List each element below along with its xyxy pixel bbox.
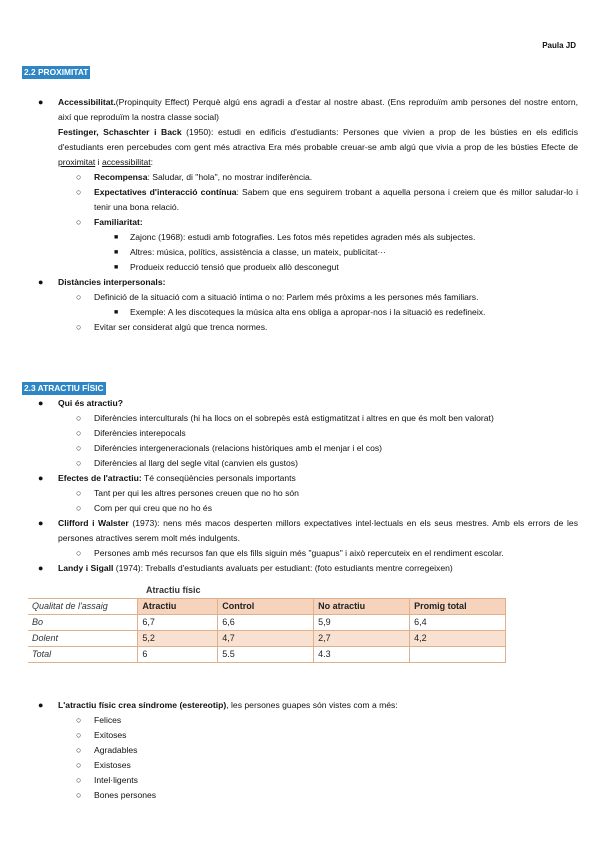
- bullet-icon: ●: [38, 563, 44, 573]
- sub-item: [0, 546, 600, 561]
- sub-sub-item-exemple: [0, 305, 600, 320]
- list-item-accessibilitat: [0, 95, 600, 170]
- bullet-icon: ●: [38, 518, 44, 528]
- sub-item-recompensa: [0, 170, 600, 185]
- table-row: [28, 631, 506, 647]
- term: Familiaritat:: [94, 217, 143, 227]
- sub-item: [0, 501, 600, 516]
- text: Produeix reducció tensió que produeix allò desconegut: [130, 262, 339, 272]
- table-row: [28, 647, 506, 663]
- sub-item: [0, 713, 600, 728]
- table-cell: 5,2: [138, 631, 218, 647]
- circle-bullet-icon: ○: [76, 715, 82, 725]
- text: : Sabem que ens seguirem trobant a aquella persona i creiem que és millor saludar-lo i tenir una bona relació.: [94, 187, 578, 212]
- circle-bullet-icon: ○: [76, 730, 82, 740]
- term-festinger: Festinger, Schaschter i Back: [58, 127, 182, 137]
- row-label: Total: [28, 647, 138, 663]
- text: Zajonc (1968): estudi amb fotografies. Les fotos més repetides agraden més als subjectes.: [130, 232, 476, 242]
- table-cell: 6,6: [218, 615, 314, 631]
- row-label: Dolent: [28, 631, 138, 647]
- table-cell: 4,7: [218, 631, 314, 647]
- table-header-row: [28, 599, 506, 615]
- text: i: [95, 157, 102, 167]
- sub-item: [0, 441, 600, 456]
- table-cell: 4.3: [314, 647, 410, 663]
- data-table: [28, 598, 506, 663]
- table-cell: [410, 647, 506, 663]
- row-label: Bo: [28, 615, 138, 631]
- text: Diferències al llarg del segle vital (canvien els gustos): [94, 458, 298, 468]
- sub-item-familiaritat: [0, 215, 600, 230]
- circle-bullet-icon: ○: [76, 790, 82, 800]
- table-title: Atractiu físic: [146, 585, 201, 595]
- circle-bullet-icon: ○: [76, 488, 82, 498]
- sub-item: [0, 486, 600, 501]
- square-bullet-icon: ■: [114, 309, 119, 316]
- table-cell: 5.5: [218, 647, 314, 663]
- sub-sub-item-tensio: [0, 260, 600, 275]
- sub-item: [0, 426, 600, 441]
- table-cell: 6,7: [138, 615, 218, 631]
- square-bullet-icon: ■: [114, 264, 119, 271]
- text: Definició de la situació com a situació íntima o no: Parlem més pròxims a les persones més familiars.: [94, 292, 479, 302]
- text: Persones amb més recursos fan que els fills siguin més "guapus" i això repercuteix en el rendiment escolar.: [94, 548, 504, 558]
- square-bullet-icon: ■: [114, 249, 119, 256]
- text: Altres: música, polítics, assistència a classe, un mateix, publicitat···: [130, 247, 386, 257]
- text: Té conseqüències personals importants: [141, 473, 296, 483]
- term: Distàncies interpersonals:: [58, 277, 166, 287]
- text: Existoses: [94, 760, 131, 770]
- bullet-icon: ●: [38, 473, 44, 483]
- text: Bones persones: [94, 790, 157, 800]
- circle-bullet-icon: ○: [76, 775, 82, 785]
- sub-item: [0, 743, 600, 758]
- column-header: Control: [218, 599, 314, 615]
- text: Diferències interepocals: [94, 428, 186, 438]
- term: Landy i Sigall: [58, 563, 114, 573]
- bullet-icon: ●: [38, 277, 44, 287]
- circle-bullet-icon: ○: [76, 322, 82, 332]
- term: Qui és atractiu?: [58, 398, 123, 408]
- term: Clifford i Walster: [58, 518, 129, 528]
- text: Evitar ser considerat algú que trenca normes.: [94, 322, 268, 332]
- circle-bullet-icon: ○: [76, 172, 82, 182]
- text: Diferències interculturals (hi ha llocs on el sobrepès està estigmatitzat i altres en que és molt ben valorat): [94, 413, 494, 423]
- sub-item: [0, 758, 600, 773]
- festinger-paragraph: [58, 125, 578, 170]
- column-header: Promig total: [410, 599, 506, 615]
- list-item-clifford: [0, 516, 600, 546]
- text: Diferències intergeneracionals (relacions històriques amb el menjar i el cos): [94, 443, 383, 453]
- text: Intel·ligents: [94, 775, 138, 785]
- sub-item: [0, 456, 600, 471]
- section-heading-proximitat: 2.2 PROXIMITAT: [24, 67, 89, 77]
- sub-item: [0, 411, 600, 426]
- term: L'atractiu físic crea síndrome: [58, 700, 178, 710]
- list-item-qui-es-atractiu: [0, 396, 600, 411]
- term-accessibilitat-link: accessibilitat: [101, 157, 151, 167]
- text: (1973): nens més macos desperten millors expectatives intel·lectuals en els seus mestres. Amb els errors de les persones atractives serem molt més indulgents.: [58, 518, 578, 543]
- column-header: Atractiu: [138, 599, 218, 615]
- section-heading-atractiu-fisic: 2.3 ATRACTIU FÍSIC: [24, 383, 104, 393]
- sub-sub-item-zajonc: [0, 230, 600, 245]
- circle-bullet-icon: ○: [76, 443, 82, 453]
- circle-bullet-icon: ○: [76, 413, 82, 423]
- term-accessibilitat: Accessibilitat.: [58, 97, 116, 107]
- sub-sub-item-altres: [0, 245, 600, 260]
- sub-item: [0, 773, 600, 788]
- circle-bullet-icon: ○: [76, 548, 82, 558]
- section-proximitat-body: [0, 95, 600, 335]
- sub-item: [0, 728, 600, 743]
- text: Com per qui creu que no ho és: [94, 503, 212, 513]
- text: (Propinquity Effect) Perquè algú ens agradi a d'estar al nostre abast. (Ens reproduïm amb persones del nostre entorn, així que reproduïm la nostra classe social): [58, 97, 578, 122]
- table-cell: 2,7: [314, 631, 410, 647]
- term-proximitat: proximitat: [58, 157, 96, 167]
- column-header: No atractiu: [314, 599, 410, 615]
- sub-item-definicio: [0, 290, 600, 305]
- table-cell: 5,9: [314, 615, 410, 631]
- list-item-landy: [0, 561, 600, 576]
- table-row: [28, 615, 506, 631]
- term: Efectes de l'atractiu:: [58, 473, 142, 483]
- text: Felices: [94, 715, 122, 725]
- circle-bullet-icon: ○: [76, 458, 82, 468]
- term: Expectatives d'interacció contínua: [94, 187, 237, 197]
- sub-item-evitar: [0, 320, 600, 335]
- text: Agradables: [94, 745, 138, 755]
- text: (1974): Treballs d'estudiants avaluats per estudiant: (foto estudiants mentre corregeixen): [113, 563, 453, 573]
- stereotype-section: [0, 698, 600, 803]
- text: , les persones guapes són vistes com a més:: [226, 700, 398, 710]
- bullet-icon: ●: [38, 700, 44, 710]
- bullet-icon: ●: [38, 97, 44, 107]
- table-cell: 4,2: [410, 631, 506, 647]
- circle-bullet-icon: ○: [76, 745, 82, 755]
- text: : Saludar, di "hola", no mostrar indiferència.: [147, 172, 313, 182]
- square-bullet-icon: ■: [114, 234, 119, 241]
- circle-bullet-icon: ○: [76, 217, 82, 227]
- text: Exitoses: [94, 730, 127, 740]
- list-item-sindrome: [0, 698, 600, 713]
- list-item-distancies: [0, 275, 600, 290]
- sub-item: [0, 788, 600, 803]
- circle-bullet-icon: ○: [76, 503, 82, 513]
- text: :: [150, 157, 154, 167]
- term: (estereotip): [177, 700, 227, 710]
- bullet-icon: ●: [38, 398, 44, 408]
- author-name: Paula JD: [542, 41, 576, 50]
- table-cell: 6: [138, 647, 218, 663]
- term: Recompensa: [94, 172, 148, 182]
- text: Exemple: A les discoteques la música alta ens obliga a apropar-nos i la situació es redefineix.: [130, 307, 486, 317]
- circle-bullet-icon: ○: [76, 760, 82, 770]
- column-header: Qualitat de l'assaig: [28, 599, 138, 615]
- table-cell: 6,4: [410, 615, 506, 631]
- text: (1950): estudi en edificis d'estudiants: Persones que vivien a prop de les bústies en els edificis d'estudiants eren percebudes com gent més atractiva Era més probable creuar-se amb algú que vivia a prop de les bústies Efecte de: [58, 127, 578, 152]
- circle-bullet-icon: ○: [76, 292, 82, 302]
- text: Tant per qui les altres persones creuen que no ho són: [94, 488, 299, 498]
- list-item-efectes: [0, 471, 600, 486]
- circle-bullet-icon: ○: [76, 428, 82, 438]
- sub-item-expectatives: [0, 185, 600, 215]
- circle-bullet-icon: ○: [76, 187, 82, 197]
- section-atractiu-body: [0, 396, 600, 576]
